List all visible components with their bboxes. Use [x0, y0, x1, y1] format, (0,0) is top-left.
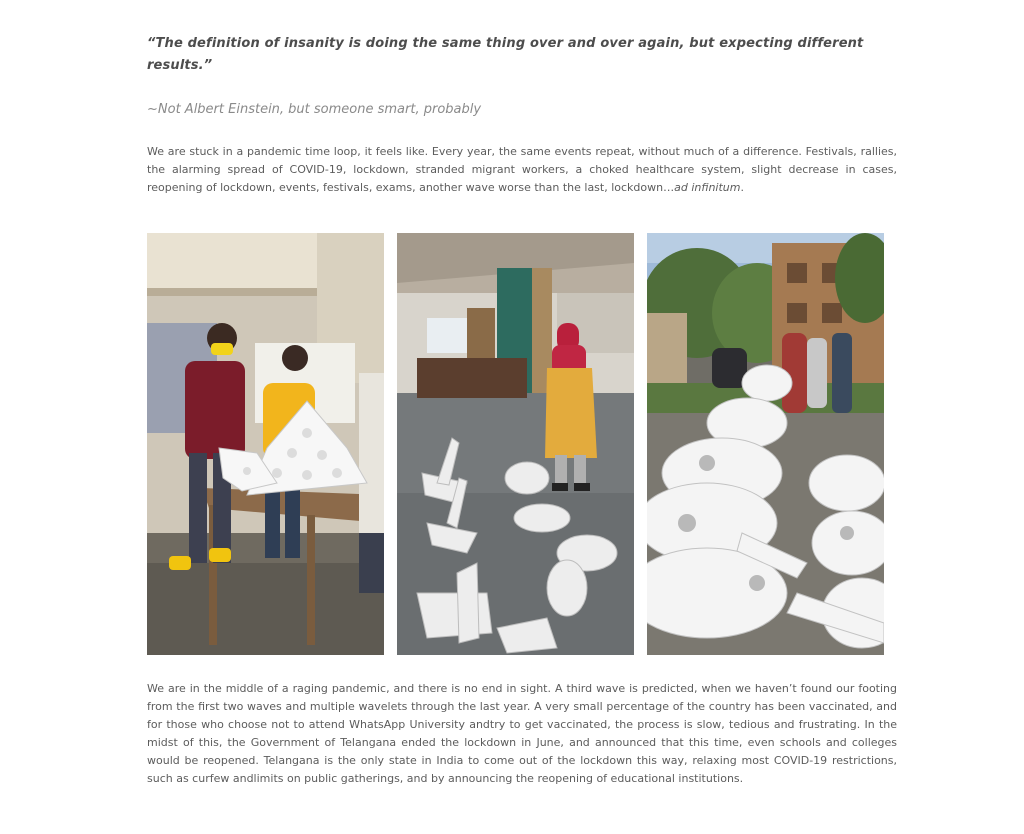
- photo-outdoor-white-structures-image: [647, 233, 884, 655]
- photo-gallery: [147, 233, 885, 655]
- intro-paragraph: [147, 143, 897, 197]
- photo-students-table-structure-image: [147, 233, 384, 655]
- main-paragraph: We are in the middle of a raging pandemic, and there is no end in sight. A third wave is predicted, when we haven’t found our footing from the first two waves and multiple wavelets through the last year. A very small percentage of the country has been vaccinated, and for those who choose not to attend WhatsApp University andtry to get vaccinated, the process is slow, tedious and frustrating. In the midst of this, the Government of Telangana ended the lockdown in June, and announced that this time, even schools and colleges would be reopened. Telangana is the only state in India to come out of the lockdown this way, relaxing most COVID-19 restrictions, such as curfew andlimits on public gatherings, and by announcing the reopening of educational institutions.: [147, 682, 897, 785]
- quote-attribution: ~Not Albert Einstein, but someone smart, probably: [147, 102, 482, 117]
- intro-paragraph-emphasis: ad infinitum: [674, 181, 741, 194]
- intro-paragraph-end: .: [740, 181, 744, 194]
- photo-students-table-structure: [147, 233, 384, 655]
- intro-paragraph-text: We are stuck in a pandemic time loop, it feels like. Every year, the same events repeat, without much of a difference. Festivals, rallies, the alarming spread of COVID-19, lockdown, stranded migrant workers, a choked healthcare system, slight decrease in cases, reopening of lockdown, events, festivals, exams, another wave worse than the last, lockdown…: [147, 145, 897, 194]
- photo-woman-scattered-pieces-image: [397, 233, 634, 655]
- photo-outdoor-white-structures: [647, 233, 884, 655]
- photo-woman-scattered-pieces: [397, 233, 634, 655]
- pull-quote: “The definition of insanity is doing the same thing over and over again, but expecting different results.”: [147, 36, 864, 73]
